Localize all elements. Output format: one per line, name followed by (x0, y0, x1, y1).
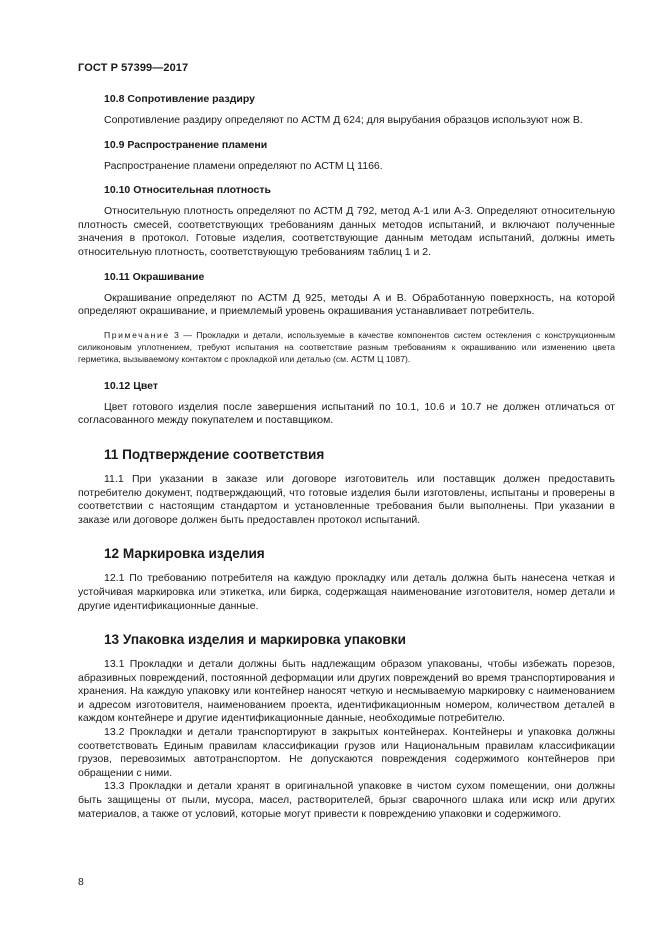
chapter-paragraph: 13.2 Прокладки и детали транспортируют в закрытых контейнерах. Контейнеры и упаковка должны соответствовать Единым правилам классификации грузов или Национальным правилам классификации грузов, перевозимых автотранспортом. Не допускаются повреждения содержимого контейнеров при обращении с ними. (78, 726, 615, 779)
note-text: 3 — Прокладки и детали, используемые в качестве компонентов систем остекления с конструкционным силиконовым уплотнением, требуют испытания на соответствие разным требованиям к окрашиванию или изменению цвета герметика, вызываемому контактом с прокладкой или деталью (см. АСТМ Ц 1087). (78, 329, 616, 364)
section-text: Сопротивление раздиру определяют по АСТМ Д 624; для вырубания образцов используют нож В. (104, 114, 583, 126)
document-header: ГОСТ Р 57399—2017 (78, 62, 189, 74)
chapter-paragraph: 13.3 Прокладки и детали хранят в оригинальной упаковке в чистом сухом помещении, они должны быть защищены от пыли, мусора, масел, растворителей, брызг сварочного шлака или искр или других материалов, а также от условий, которые могут привести к повреждению упаковки и содержимого. (78, 780, 615, 820)
chapter-paragraph: 13.1 Прокладки и детали должны быть надлежащим образом упакованы, чтобы избежать порезов, абразивных повреждений, постоянной деформации или других повреждений во время транспортирования и хранения. На каждую упаковку или контейнер наносят четкую и несмываемую маркировку с наименованием и адресом изготовителя, наименованием проекта, идентификационным номером, количеством деталей в каждом контейнере и другие идентификационные данные, необходимые потребителю. (78, 658, 615, 725)
chapter-heading: 12 Маркировка изделия (104, 546, 265, 562)
section-heading: 10.8 Сопротивление раздиру (104, 93, 255, 105)
section-heading: 10.9 Распространение пламени (104, 138, 268, 151)
chapter-heading: 11 Подтверждение соответствия (104, 446, 325, 462)
section-text: Окрашивание определяют по АСТМ Д 925, методы А и В. Обработанную поверхность, на которой определяют окрашивание, и приемлемый уровень окрашивания устанавливает потребитель. (78, 291, 615, 318)
chapter-heading: 13 Упаковка изделия и маркировка упаковки (104, 632, 406, 648)
section-text: Относительную плотность определяют по АСТМ Д 792, метод А-1 или А-3. Определяют относительную плотность смесей, соответствующих требованиям данных методов испытаний, и включают полученные значения в протокол. Готовые изделия, соответствующие данным методам испытаний, должны иметь относительную плотность, соответствующую требованиям таблиц 1 и 2. (78, 205, 615, 258)
section-text: Распространение пламени определяют по АСТМ Ц 1166. (104, 159, 383, 172)
section-text: Цвет готового изделия после завершения испытаний по 10.1, 10.6 и 10.7 не должен отличаться от согласованного между покупателем и поставщиком. (78, 400, 615, 427)
note-label: Примечание (104, 329, 170, 340)
page-number: 8 (78, 876, 84, 888)
section-heading: 10.12 Цвет (104, 379, 159, 392)
section-heading: 10.10 Относительная плотность (104, 184, 271, 197)
chapter-paragraph: 11.1 При указании в заказе или договоре изготовитель или поставщик должен предоставить потребителю документ, подтверждающий, что готовые изделия были изготовлены, испытаны и проверены в соответствии с настоящим стандартом и установленные требования были выполнены. При указании в заказе или договоре должен быть предоставлен протокол испытаний. (78, 472, 615, 526)
document-body (78, 92, 615, 821)
note (78, 329, 615, 365)
chapter-paragraph: 12.1 По требованию потребителя на каждую прокладку или деталь должна быть нанесена четкая и устойчивая маркировка или этикетка, или бирка, содержащая наименование изготовителя, номер детали и другие идентификационные данные. (78, 572, 615, 612)
section-heading: 10.11 Окрашивание (104, 270, 205, 283)
